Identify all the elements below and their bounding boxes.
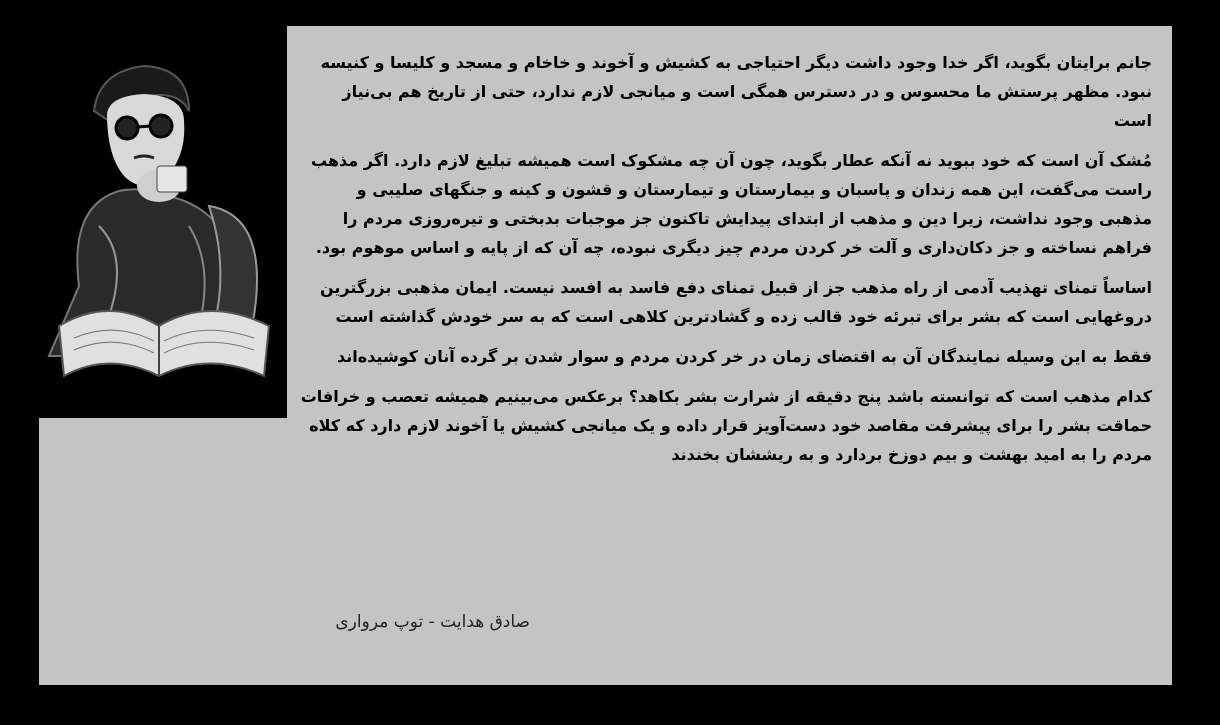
quote-paragraph: اساساً تمنای تهذیب آدمی از راه مذهب جز از قبیل تمنای دفع فاسد به افسد نیست. ایمان مذهبی بزرگترین دروغهایی است که بشر برای تبرئه خود قالب زده و گشادترین کلاهی است که به سر خودش گذاشته است (320, 278, 1152, 326)
quote-text (300, 48, 1152, 480)
quote-paragraph: فقط به این وسیله نمایندگان آن به اقتضای زمان در خر کردن مردم و سوار شدن بر گرده آنان کوشیده‌اند (337, 347, 1152, 366)
quote-paragraph: مُشک آن است که خود ببوید نه آنکه عطار بگوید، چون آن چه مشکوک است همیشه تبلیغ لازم دارد. اگر مذهب راست می‌گفت، این همه زندان و پاسبان و بیمارستان و تیمارستان و قشون و کینه و جنگهای صلیبی و مذهبی وجود نداشت، زیرا دین و مذهب از ابتدای پیدایش تاکنون جز موجبات بدبختی و تیره‌روزی مردم را فراهم نساخته و جز دکان‌داری و آلت خر کردن مردم چیز دیگری نبوده، چه آن که از پایه و اساس موهوم بود. (311, 151, 1152, 257)
quote-paragraph: جانم برایتان بگوید، اگر خدا وجود داشت دیگر احتیاجی به کشیش و آخوند و خاخام و مسجد و کلیسا و کنیسه نبود. مظهر پرستش ما محسوس و در دسترس همگی است و میانجی لازم ندارد، حتی از تاریخ هم بی‌نیاز است (320, 53, 1152, 130)
quote-attribution: صادق هدایت - توپ مرواری (335, 612, 530, 632)
quote-paragraph: کدام مذهب است که توانسته باشد پنج دقیقه از شرارت بشر بکاهد؟ برعکس می‌بینیم همیشه تعصب و خرافات حماقت بشر را برای پیشرفت مقاصد خود دست‌آویز قرار داده و یک میانجی کشیش یا آخوند لازم دارد که کلاه مردم را به امید بهشت و بیم دوزخ بردارد و به ریششان بخندند (300, 387, 1152, 464)
author-portrait-image (39, 26, 287, 418)
